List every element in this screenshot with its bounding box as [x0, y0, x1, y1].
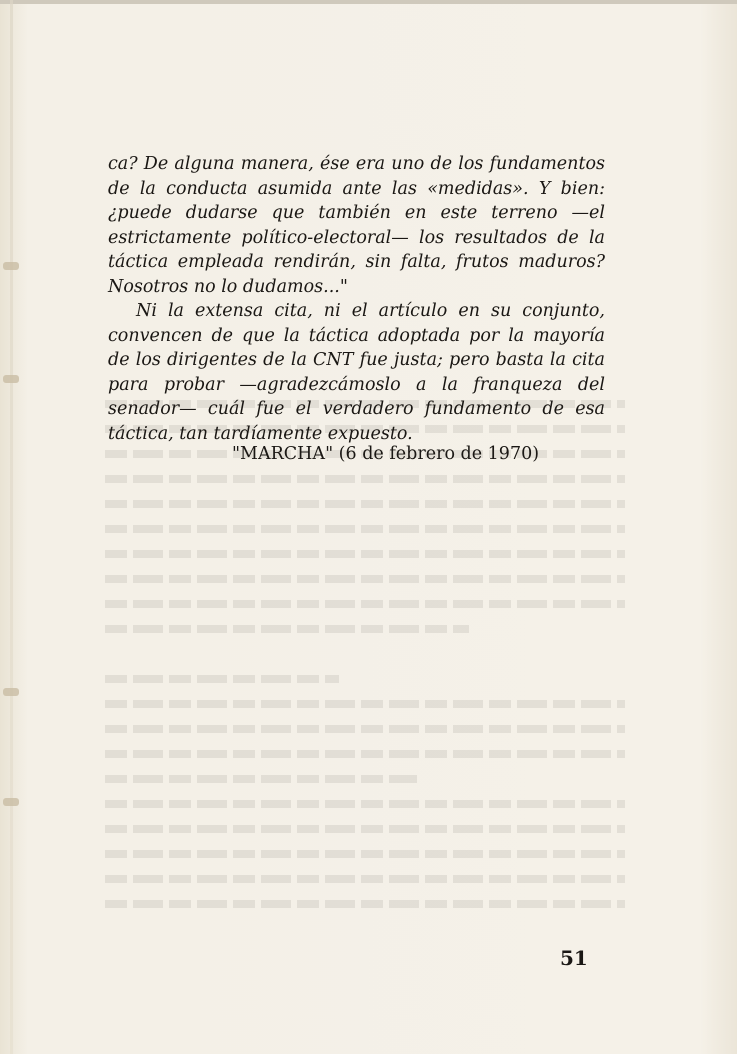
body-text — [108, 152, 605, 446]
binding-staple — [3, 375, 19, 383]
paragraph-quote-ending: ca? De alguna manera, ése era uno de los fundamentos de la conducta asumida ante las «medidas». Y bien: ¿puede dudarse que también en este terreno —el estrictamente político-electoral— los resultados de la táctica empleada rendirán, sin falta, frutos maduros? Nosotros no lo dudamos..." — [108, 154, 605, 297]
binding-staple — [3, 262, 19, 270]
binding-staple — [3, 688, 19, 696]
page-number: 51 — [560, 946, 588, 970]
show-through-text — [105, 400, 625, 940]
page-top-edge — [0, 0, 737, 4]
binding-staple — [3, 798, 19, 806]
paragraph-commentary: Ni la extensa cita, ni el artículo en su conjunto, convencen de que la táctica adoptada por la mayoría de los dirigentes de la CNT fue justa; pero basta la cita para probar —agradezcámoslo a la franqueza del senador— cuál fue el verdadero fundamento de esa táctica, tan tardíamente expuesto. — [108, 301, 605, 444]
source-attribution: "MARCHA" (6 de febrero de 1970) — [232, 444, 540, 464]
binding-crease — [10, 0, 13, 1054]
